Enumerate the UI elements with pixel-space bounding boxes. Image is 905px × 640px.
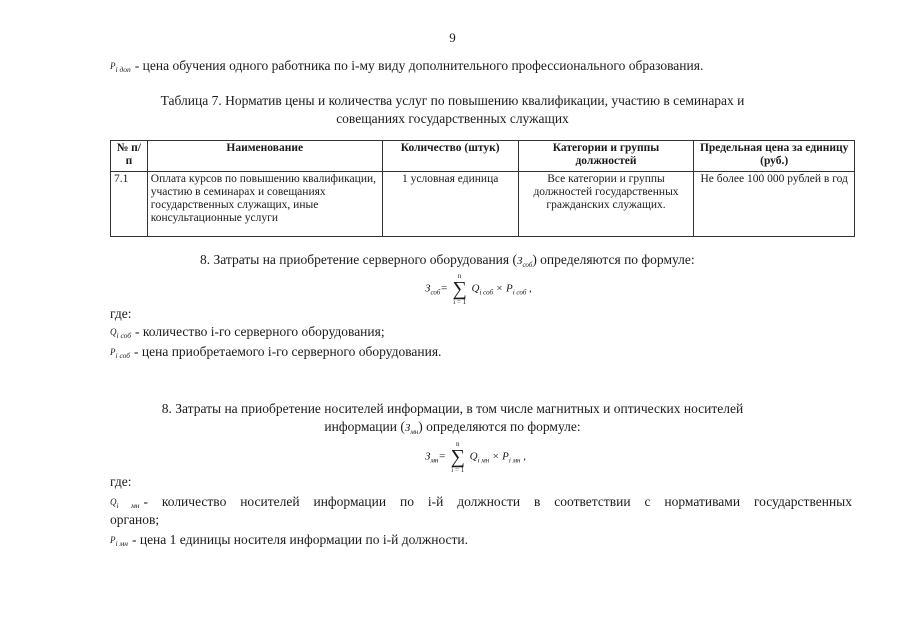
media-heading-line-1: 8. Затраты на приобретение носителей информации, в том числе магнитных и оптических носителей: [161, 401, 744, 416]
header-number: № п/п: [111, 141, 148, 172]
definition-media-quantity: $Q_{i мн}$ - количество носителей информации по i-й должности в соответствии с нормативами государственных: [110, 494, 852, 510]
definition-server-quantity: $Q_{i соб}$ - количество i-го серверного оборудования;: [110, 324, 385, 340]
cell-name: Оплата курсов по повышению квалификации, участию в семинарах и совещаниях государственных служащих, иные консультационные услуги: [147, 172, 382, 237]
cell-quantity: 1 условная единица: [382, 172, 518, 237]
definition-media-quantity-cont: органов;: [110, 512, 160, 527]
header-categories: Категории и группы должностей: [518, 141, 694, 172]
table-row: [111, 172, 855, 237]
page-number: 9: [449, 30, 456, 45]
table-caption: [100, 92, 805, 128]
table-header-row: [111, 141, 855, 172]
media-heading-line-2: информации $(З_{мн})$ определяются по формуле:: [324, 419, 581, 437]
definition-media-price: $P_{i мн}$ - цена 1 единицы носителя информации по i-й должности.: [110, 532, 469, 548]
section-8-media-heading: [100, 400, 805, 441]
where-label: где:: [110, 306, 132, 321]
price-symbol: $P_{i доп}$: [110, 61, 131, 74]
cell-number: 7.1: [111, 172, 148, 237]
section-8-server-heading: 8. Затраты на приобретение серверного оборудования $(З_{соб})$ определяются по формуле:: [200, 252, 695, 270]
header-quantity: Количество (штук): [382, 141, 518, 172]
server-cost-symbol: $З_{соб}$: [516, 255, 533, 270]
intro-definition: $P_{i доп}$ - цена обучения одного работника по i-му виду дополнительного профессионального образования.: [110, 58, 704, 74]
media-cost-symbol: $З_{мн}$: [404, 422, 419, 437]
media-cost-formula: $З_{мн}=$ n ∑ i = 1 $Q_{i мн} \times P_{i мн}$ ,: [425, 440, 527, 474]
header-name: Наименование: [147, 141, 382, 172]
table-caption-line-2: совещаниях государственных служащих: [336, 111, 569, 126]
header-max-price: Предельная цена за единицу (руб.): [694, 141, 855, 172]
where-label-media: где:: [110, 474, 132, 489]
norms-table: [110, 140, 855, 237]
table-caption-line-1: Таблица 7. Норматив цены и количества услуг по повышению квалификации, участию в семинарах и: [160, 93, 745, 108]
server-cost-formula: $З_{соб}=$ n ∑ i = 1 $Q_{i соб} \times P_{i соб}$ ,: [425, 272, 532, 306]
definition-server-price: $P_{i соб}$ - цена приобретаемого i-го серверного оборудования.: [110, 344, 442, 360]
cell-max-price: Не более 100 000 рублей в год: [694, 172, 855, 237]
cell-categories: Все категории и группы должностей государственных гражданских служащих.: [518, 172, 694, 237]
